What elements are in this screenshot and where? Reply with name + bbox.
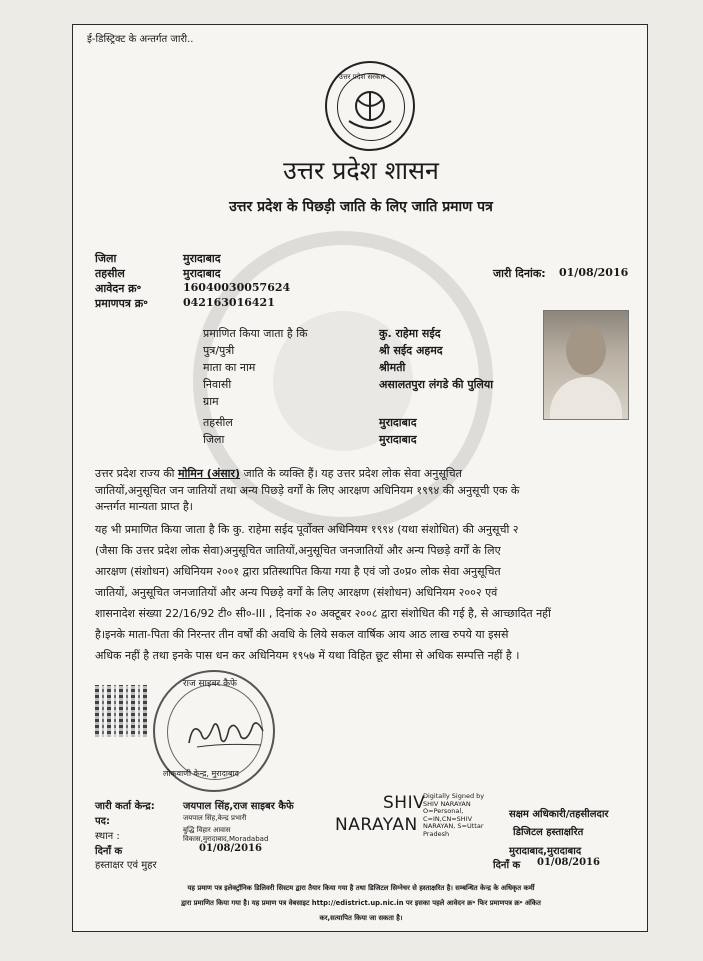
person-district-value: मुरादाबाद [379,433,417,446]
para2-line6: है।इनके माता-पिता की निरन्तर तीन वर्षों की अवधि के लिये सकल वार्षिक आय आठ लाख रुपये या इससे [95,628,509,641]
person-tehsil-label: तहसील [203,416,233,429]
application-value: 16040030057624 [183,281,291,294]
para2-line7: अधिक नहीं है तथा इनके पास धन कर अधिनियम १९५७ में यथा विहित छूट सीमा से अधिक सम्पत्ति नहीं है । [95,649,520,662]
footnote-line3: कर,सत्यापित किया जा सकता है। [319,914,403,922]
digital-sign-name-2: NARAYAN [335,815,418,835]
tehsil-value: मुरादाबाद [183,267,221,280]
emblem-text: उत्तर प्रदेश सरकार [339,73,386,81]
digital-sign-details: Digitally Signed by SHIV NARAYAN O=Personal, C=IN,CN=SHIV NARAYAN, S=Uttar Pradesh [423,792,485,838]
para2-line1: यह भी प्रमाणित किया जाता है कि कु. राहेमा सईद पूर्वोक्त अधिनियम १९९४ (यथा संशोधित) की अनुसूची २ [95,523,519,536]
issuing-center-label: जारी कर्ता केन्द्र: [95,801,155,812]
footnote-line2: द्वारा प्रमाणित किया गया है। यह प्रमाण पत्र वेबसाइट http://edistrict.up.nic.in पर इसका पहले आवेदन क्र॰ फिर प्रमाणपत्र क्र॰ अंकित [181,899,541,907]
right-date-label: दिनाँ क [493,860,521,871]
right-date-value: 01/08/2016 [537,857,600,868]
village-label: ग्राम [203,395,219,408]
certificate-sheet [72,24,648,932]
post-value: जयपाल सिंह,केन्द्र प्रभारी [183,814,247,822]
top-note: ई-डिस्ट्रिक्ट के अन्तर्गत जारी.. [87,34,194,45]
person-tehsil-value: मुरादाबाद [379,416,417,429]
left-date-label: दिनाँ क [95,846,123,857]
certificate-value: 042163016421 [183,296,275,309]
certified-label: प्रमाणित किया जाता है कि [203,327,308,340]
left-date-value: 01/08/2016 [199,843,262,854]
state-emblem-icon [325,61,415,151]
child-of-value: श्री सईद अहमद [379,344,443,357]
page-title: उत्तर प्रदेश शासन [283,156,439,185]
para1-line3: अन्तर्गत मान्यता प्राप्त है। [95,500,193,513]
applicant-photo [543,310,629,420]
issue-date-label: जारी दिनांक: [493,267,546,280]
para2-line4: जातियों, अनुसूचित जनजातियों और अन्य पिछड़े वर्गों के लिए आरक्षण (संशोधन) अधिनियम २००२ एवं [95,586,498,599]
qr-code-icon [95,685,147,737]
person-district-label: जिला [203,433,225,446]
place-value-2: विकास,मुरादाबाद,Moradabad [183,835,269,843]
child-of-label: पुत्र/पुत्री [203,344,235,357]
mother-label: माता का नाम [203,361,256,374]
resident-label: निवासी [203,378,232,391]
para2-line5: शासनादेश संख्या 22/16/92 टी० सी०-III , दिनांक २० अक्टूबर २००८ द्वारा संशोधित की गई है, से आच्छादित नहीं [95,607,551,620]
authority-label: सक्षम अधिकारी/तहसीलदार [509,809,609,820]
authority-location: मुरादाबाद,मुरादाबाद [509,846,582,857]
footnote-line1: यह प्रमाण पत्र इलेक्ट्रॉनिक डिलिवरी सिस्टम द्वारा तैयार किया गया है तथा डिजिटल सिग्नेचर से हस्ताक्षरित है। सम्बन्धित केन्द्र के अधिकृत कर्मी [187,884,535,892]
place-value-1: बुद्धि विहार आवास [183,826,231,834]
issuing-center-value: जयपाल सिंह,राज साइबर कैफे [183,801,294,812]
para1-line2: जातियों,अनुसूचित जन जातियों तथा अन्य पिछड़े वर्गों के लिए आरक्षण अधिनियम १९९४ की अनुसूची एक के [95,484,520,497]
sign-label: हस्ताक्षर एवं मुहर [95,860,157,871]
certified-value: कु. राहेमा सईद [379,327,441,340]
tehsil-label: तहसील [95,267,125,280]
place-label: स्थान : [95,831,120,842]
resident-value: असालतपुरा लंगडे की पुलिया [379,378,494,391]
para2-line2: (जैसा कि उत्तर प्रदेश लोक सेवा)अनुसूचित जातियों,अनुसूचित जनजातियों और अन्य पिछड़े वर्गों के लिए [95,544,501,557]
digital-sign-name-1: SHIV [383,793,426,813]
seal-text-bottom: लोकवाणी केन्द्र, मुरादाबाद [163,769,239,778]
para2-line3: आरक्षण (संशोधन) अधिनियम २००१ द्वारा प्रतिस्थापित किया गया है एवं जो उ०प्र० लोक सेवा अनुसूचित [95,565,501,578]
certificate-label: प्रमाणपत्र क्र॰ [95,297,148,310]
caste-name: मोमिन (अंसार) [178,467,241,480]
handwritten-signature [183,713,267,753]
issue-date-value: 01/08/2016 [559,266,629,279]
district-value: मुरादाबाद [183,252,221,265]
digital-signed-label: डिजिटल हस्ताक्षरित [513,827,584,838]
mother-value: श्रीमती [379,361,406,374]
page-subtitle: उत्तर प्रदेश के पिछड़ी जाति के लिए जाति प्रमाण पत्र [229,199,493,215]
application-label: आवेदन क्र॰ [95,282,142,295]
district-label: जिला [95,252,117,265]
seal-text-top: राज साइबर कैफे [183,679,237,689]
post-label: पद: [95,816,110,827]
para1-line1: उत्तर प्रदेश राज्य की मोमिन (अंसार) जाति के व्यक्ति हैं। यह उत्तर प्रदेश लोक सेवा अनुसूचित [95,467,462,480]
